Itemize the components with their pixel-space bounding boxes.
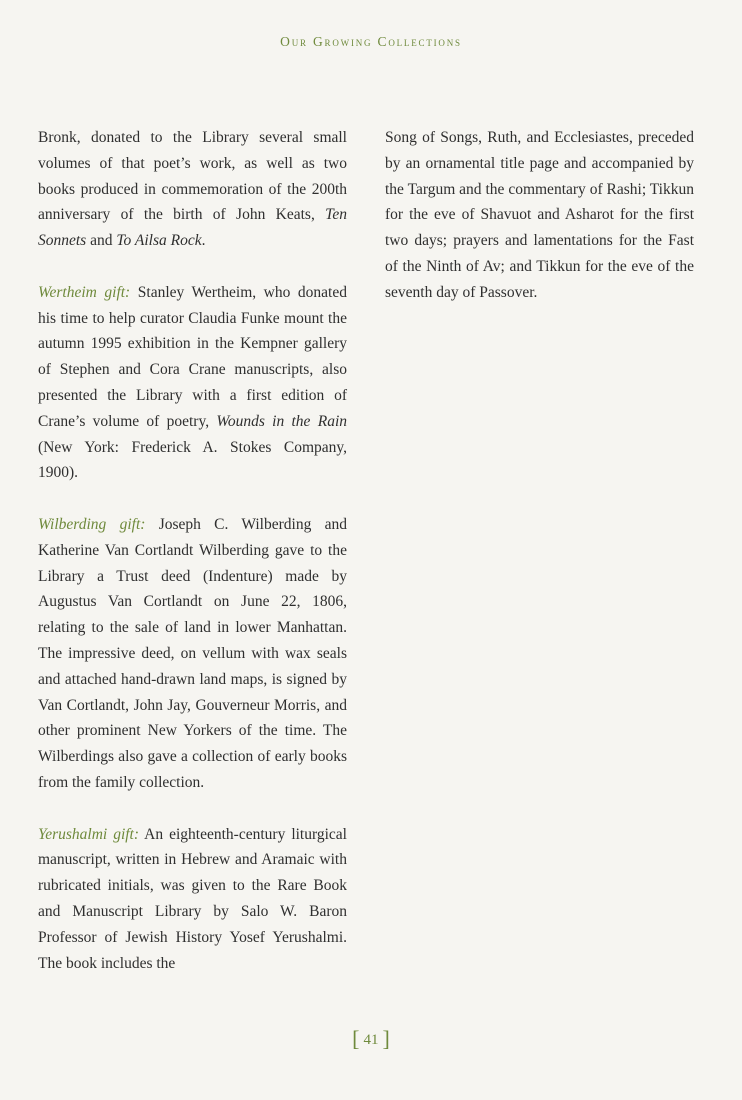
left-column <box>38 125 347 1002</box>
gift-heading-yerushalmi: Yerushalmi gift: <box>38 825 140 843</box>
book-title-ten-sonnets: Ten Sonnets <box>38 206 347 250</box>
paragraph-text: An eighteenth-century liturgical manuscript, written in Hebrew and Aramaic with rubricated initials, was given to the Rare Book and Manuscript Library by Salo W. Baron Professor of Jewish History Yosef Yerushalmi. The book includes the <box>38 825 347 972</box>
paragraph-text: Song of Songs, Ruth, and Ecclesiastes, preceded by an ornamental title page and accompanied by the Targum and the commentary of Rashi; Tikkun for the eve of Shavuot and Asharot for the first two days; prayers and lamentations for the Fast of the Ninth of Av; and Tikkun for the eve of the seventh day of Passover. <box>385 129 694 301</box>
gift-heading-wertheim: Wertheim gift: <box>38 283 131 301</box>
paragraph-yerushalmi-continued <box>385 125 694 306</box>
paragraph-text: and <box>86 232 117 250</box>
paragraph-text: Stanley Wertheim, who donated his time to help curator Claudia Funke mount the autumn 1995 exhibition in the Kempner gallery of Stephen and Cora Crane manuscripts, also presented the Library with a first edition of Crane’s volume of poetry, <box>38 283 347 430</box>
paragraph-bronk <box>38 125 347 254</box>
close-bracket: ] <box>382 1026 390 1051</box>
gift-heading-wilberding: Wilberding gift: <box>38 515 146 533</box>
book-title-wounds-in-the-rain: Wounds in the Rain <box>216 412 347 430</box>
page-number <box>0 1026 742 1052</box>
paragraph-wilberding-gift <box>38 512 347 796</box>
right-column <box>385 125 694 331</box>
page-number-value: 41 <box>363 1032 379 1048</box>
paragraph-text: Bronk, donated to the Library several small volumes of that poet’s work, as well as two books produced in commemoration of the 200th anniversary of the birth of John Keats, <box>38 129 347 224</box>
paragraph-yerushalmi-gift <box>38 822 347 977</box>
paragraph-wertheim-gift <box>38 280 347 486</box>
open-bracket: [ <box>352 1026 360 1051</box>
paragraph-text: Joseph C. Wilberding and Katherine Van Cortlandt Wilberding gave to the Library a Trust deed (Indenture) made by Augustus Van Cortlandt on June 22, 1806, relating to the sale of land in lower Manhattan. The impressive deed, on vellum with wax seals and attached hand-drawn land maps, is signed by Van Cortlandt, John Jay, Gouverneur Morris, and other prominent New Yorkers of the time. The Wilberdings also gave a collection of early books from the family collection. <box>38 515 347 791</box>
book-title-to-ailsa-rock: To Ailsa Rock <box>116 232 202 250</box>
paragraph-text: . <box>201 232 206 250</box>
paragraph-text: (New York: Frederick A. Stokes Company, 1900). <box>38 438 347 482</box>
running-head: Our Growing Collections <box>280 34 462 49</box>
